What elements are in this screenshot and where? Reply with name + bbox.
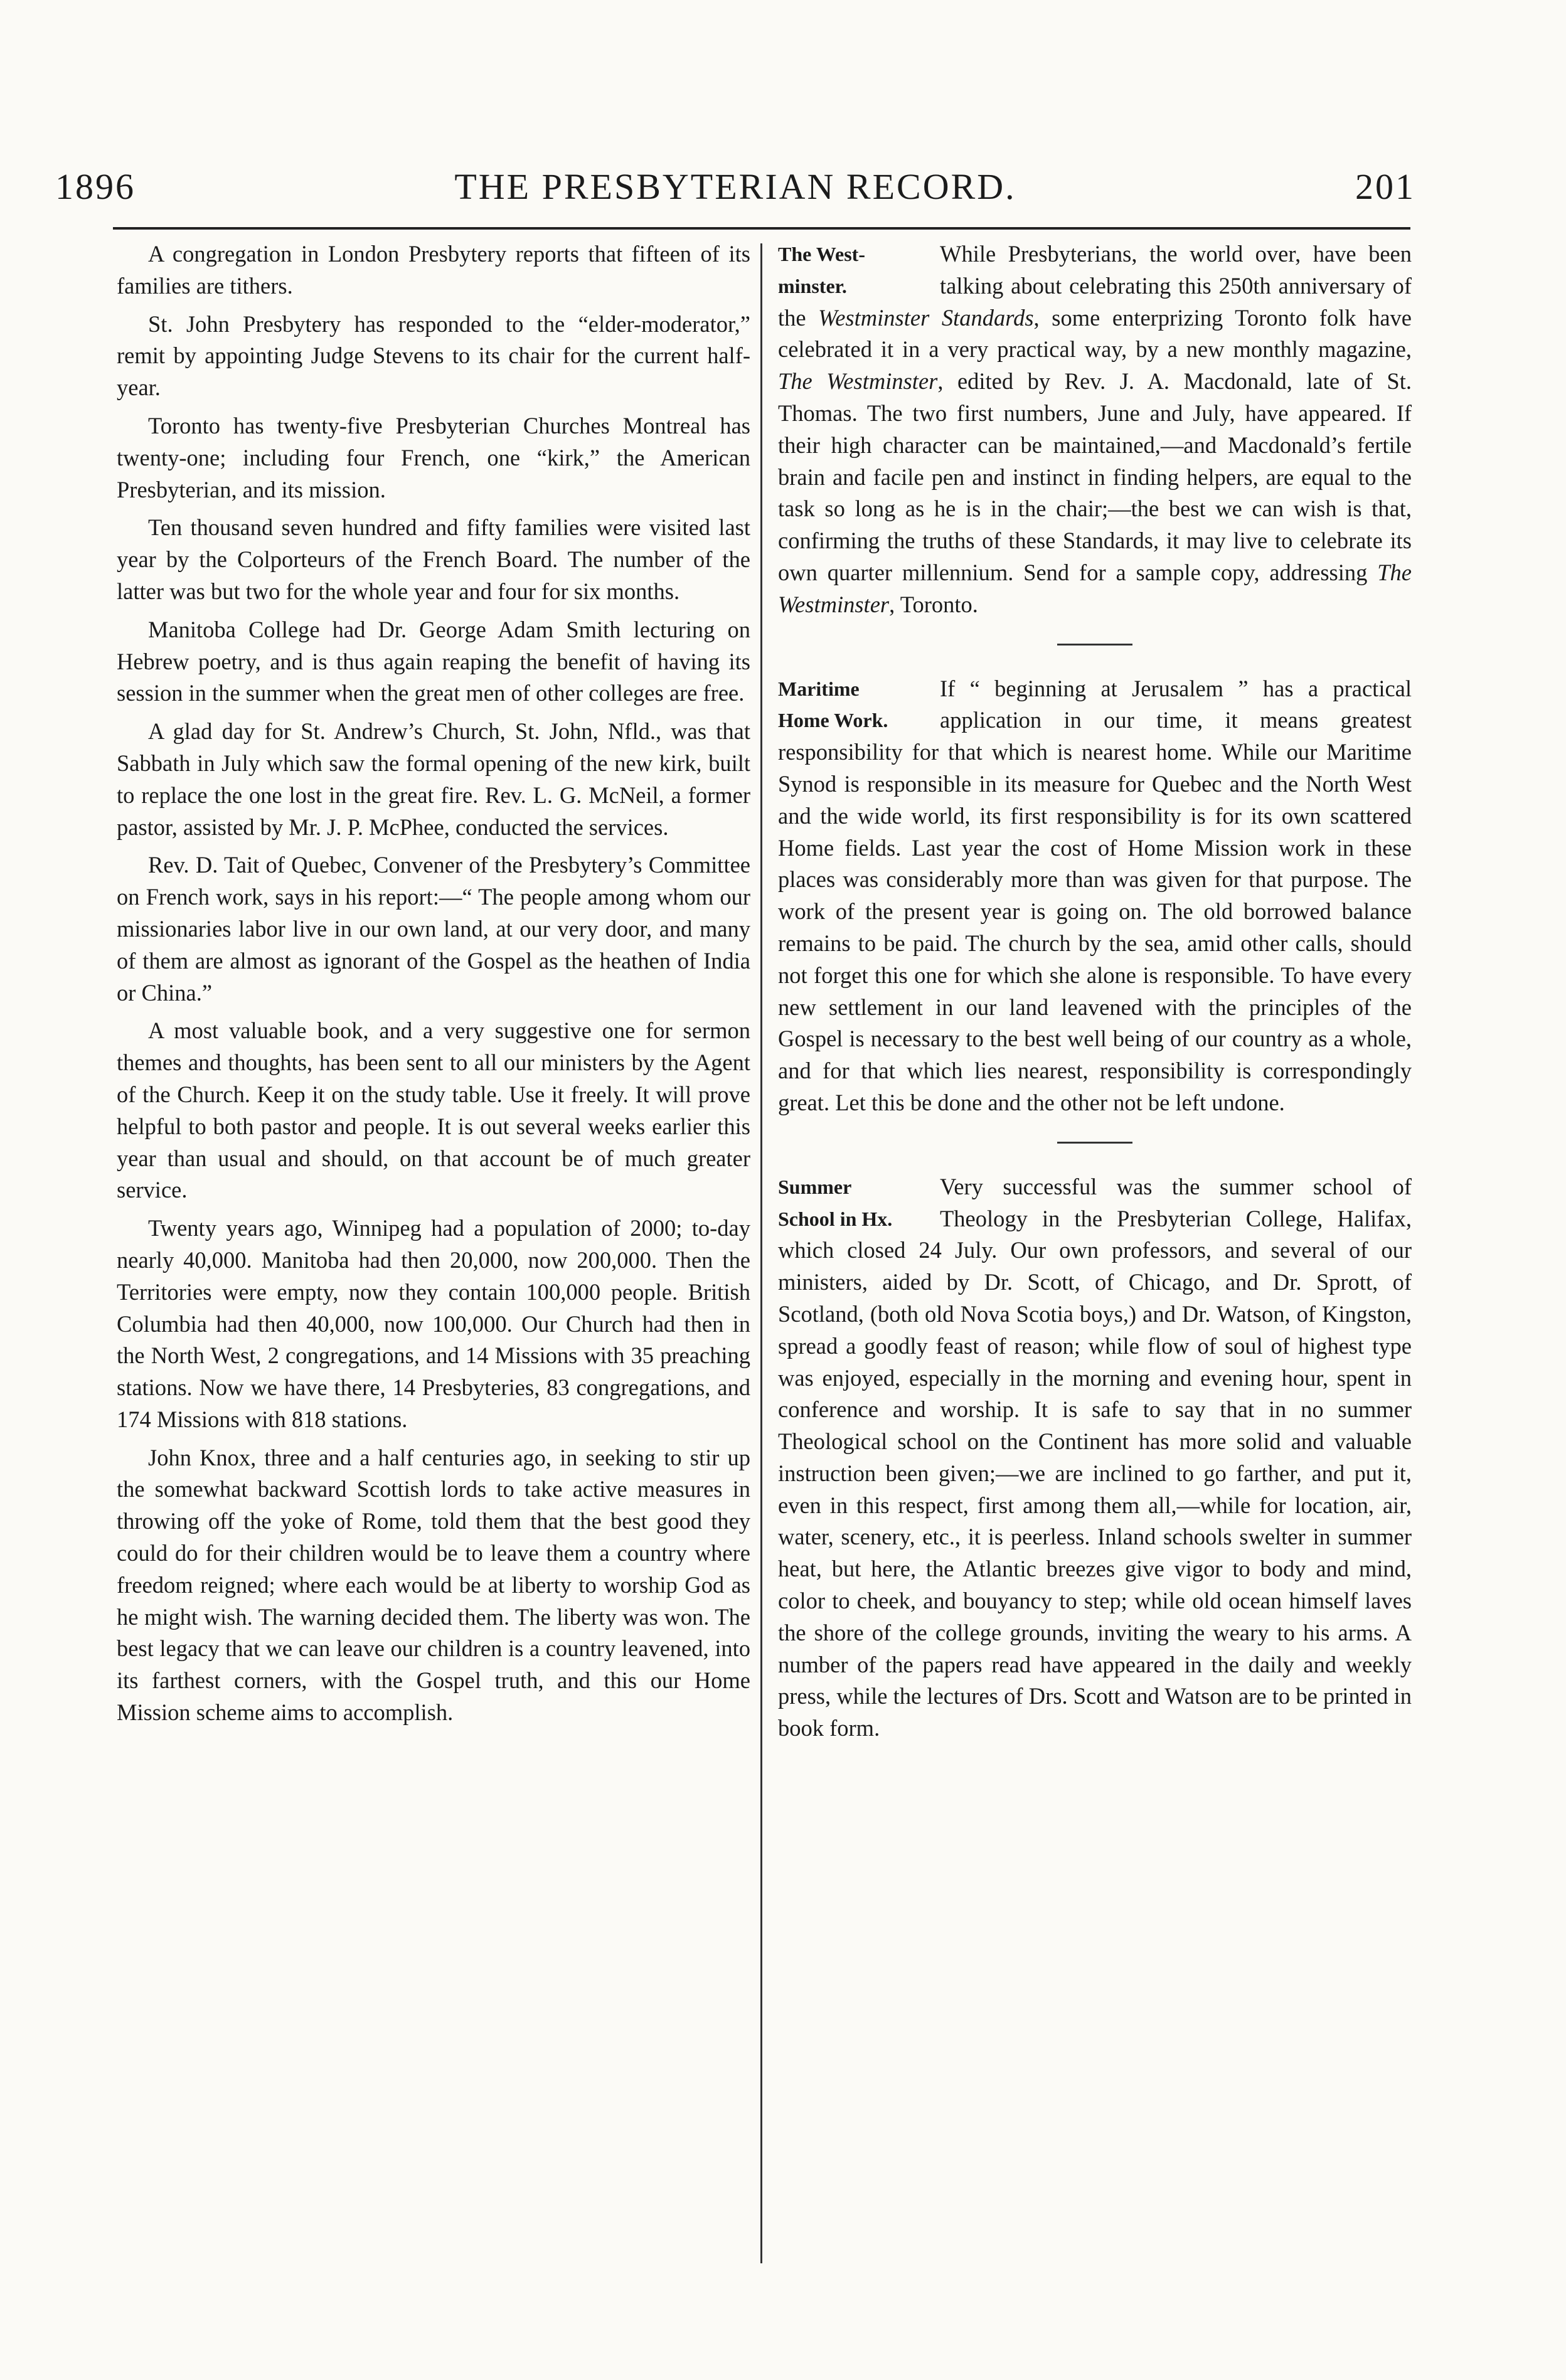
section-separator [1057,644,1132,645]
header-rule [113,227,1410,230]
side-heading [778,1171,936,1235]
section-text: If “ beginning at Jerusalem ” has a practical application in our time, it means greatest responsibility for that which is nearest home. While our Maritime Synod is responsible in its measure for Quebec and the North West and the wide world, its first responsibility is for its own scattered Home fields. Last year the cost of Home Mission work in these places was considerably more than was given for that purpose. The work of the present year is going on. The old borrowed balance remains to be paid. The church by the sea, amid other calls, should not forget this one for which she alone is responsible. To have every new settlement in our land leavened with the principles of the Gospel is necessary to the best well being of our country as a whole, and for that which lies nearest, responsibility is correspondingly great. Let this be done and the other not be left undone. [778,675,1412,1115]
italic-title: Westminster Standards [818,304,1034,331]
column-divider [760,243,762,2263]
section-maritime [778,673,1412,1119]
section-text: While Presbyterians, the world over, have been talking about celebrating this 250th anniversary of the [778,241,1412,331]
side-heading-line: Maritime [778,677,860,700]
paragraph: Manitoba College had Dr. George Adam Smith lecturing on Hebrew poetry, and is thus again reaping the benefit of having its session in the summer when the great men of other colleges are free. [117,616,750,706]
page-header [55,162,1415,218]
side-heading-line: The West- [778,243,865,265]
side-heading [778,673,936,737]
section-summer-school [778,1171,1412,1745]
section-separator [1057,1142,1132,1144]
page-number: 201 [1355,166,1415,207]
paragraph: Twenty years ago, Winnipeg had a population of 2000; to-day nearly 40,000. Manitoba had then 20,000, now 200,000. Then the Territories were empty, now they contain 100,000 people. British Columbia had then 40,000, now 100,000. Our Church had then in the North West, 2 congregations, and 14 Missions with 35 preaching stations. Now we have there, 14 Presbyteries, 83 congregations, and 174 Missions with 818 stations. [117,1215,750,1432]
side-heading-line: minster. [778,274,847,297]
paragraph: John Knox, three and a half centuries ago, in seeking to stir up the somewhat backward Scottish lords to take active measures in throwing off the yoke of Rome, told them that the best good they could do for their children would be to leave them a country where freedom reigned; where each would be at liberty to worship God as he might wish. The warning decided them. The liberty was won. The best legacy that we can leave our children is a country leavened, into its farthest corners, with the Gospel truth, and this our Home Mission scheme aims to accomplish. [117,1444,750,1726]
paragraph: St. John Presbytery has responded to the “elder-moderator,” remit by appointing Judge Stevens to its chair for the current half-year. [117,311,750,401]
left-column [117,238,750,1735]
side-heading-line: Home Work. [778,709,888,732]
page-year: 1896 [55,166,136,207]
right-column [778,238,1412,1751]
paragraph: Ten thousand seven hundred and fifty families were visited last year by the Colporteurs of the French Board. The number of the latter was but two for the whole year and four for six months. [117,514,750,604]
paragraph: A glad day for St. Andrew’s Church, St. John, Nfld., was that Sabbath in July which saw the formal opening of the new kirk, built to replace the one lost in the great fire. Rev. L. G. McNeil, a former pastor, assisted by Mr. J. P. McPhee, conducted the services. [117,718,750,840]
side-heading-line: Summer [778,1175,852,1198]
paragraph: Toronto has twenty-five Presbyterian Churches Montreal has twenty-one; including four French, one “kirk,” the American Presbyterian, and its mission. [117,412,750,502]
paragraph: A most valuable book, and a very suggestive one for sermon themes and thoughts, has been sent to all our ministers by the Agent of the Church. Keep it on the study table. Use it freely. It will prove helpful to both pastor and people. It is out several weeks earlier this year than usual and should, on that account be of much greater service. [117,1017,750,1203]
italic-title: The Westminster [778,559,1412,617]
section-westminster [778,238,1412,621]
italic-title: The Westminster [778,368,938,395]
paragraph: Rev. D. Tait of Quebec, Convener of the Presbytery’s Committee on French work, says in his report:—“ The people among whom our missionaries labor live in our own land, at our very door, and many of them are almost as ignorant of the Gospel as the heathen of India or China.” [117,852,750,1006]
journal-title: THE PRESBYTERIAN RECORD. [454,166,1016,207]
paragraph: A congregation in London Presbytery reports that fifteen of its families are tithers. [117,241,750,299]
side-heading [778,238,936,302]
section-text: , Toronto. [889,591,978,617]
section-text: , some enterprizing Toronto folk have celebrated it in a very practical way, by a new monthly magazine, [778,304,1412,363]
side-heading-line: School in Hx. [778,1207,893,1230]
section-text: , edited by Rev. J. A. Macdonald, late of St. Thomas. The two first numbers, June and July, have appeared. If their high character can be maintained,—and Macdonald’s fertile brain and facile pen and instinct in finding helpers, are equal to the task so long as he is in the chair;—the best we can wish is that, confirming the truths of these Standards, it may live to celebrate its own quarter millennium. Send for a sample copy, addressing [778,368,1412,585]
section-text: Very successful was the summer school of Theology in the Presbyterian College, Halifax, which closed 24 July. Our own professors, and several of our ministers, aided by Dr. Scott, of Chicago, and Dr. Sprott, of Scotland, (both old Nova Scotia boys,) and Dr. Watson, of Kingston, spread a goodly feast of reason; while flow of soul of highest type was enjoyed, especially in the morning and evening hour, spent in conference and worship. It is safe to say that in no summer Theological school on the Continent has more solid and valuable instruction been given;—we are inclined to go farther, and put it, even in this respect, first among them all,—while for location, air, water, scenery, etc., it is peerless. Inland schools swelter in summer heat, but here, the Atlantic breezes give vigor to body and mind, color to cheek, and bouyancy to step; while old ocean himself laves the shore of the college grounds, inviting the weary to his arms. A number of the papers read have appeared in the daily and weekly press, while the lectures of Drs. Scott and Watson are to be printed in book form. [778,1173,1412,1741]
